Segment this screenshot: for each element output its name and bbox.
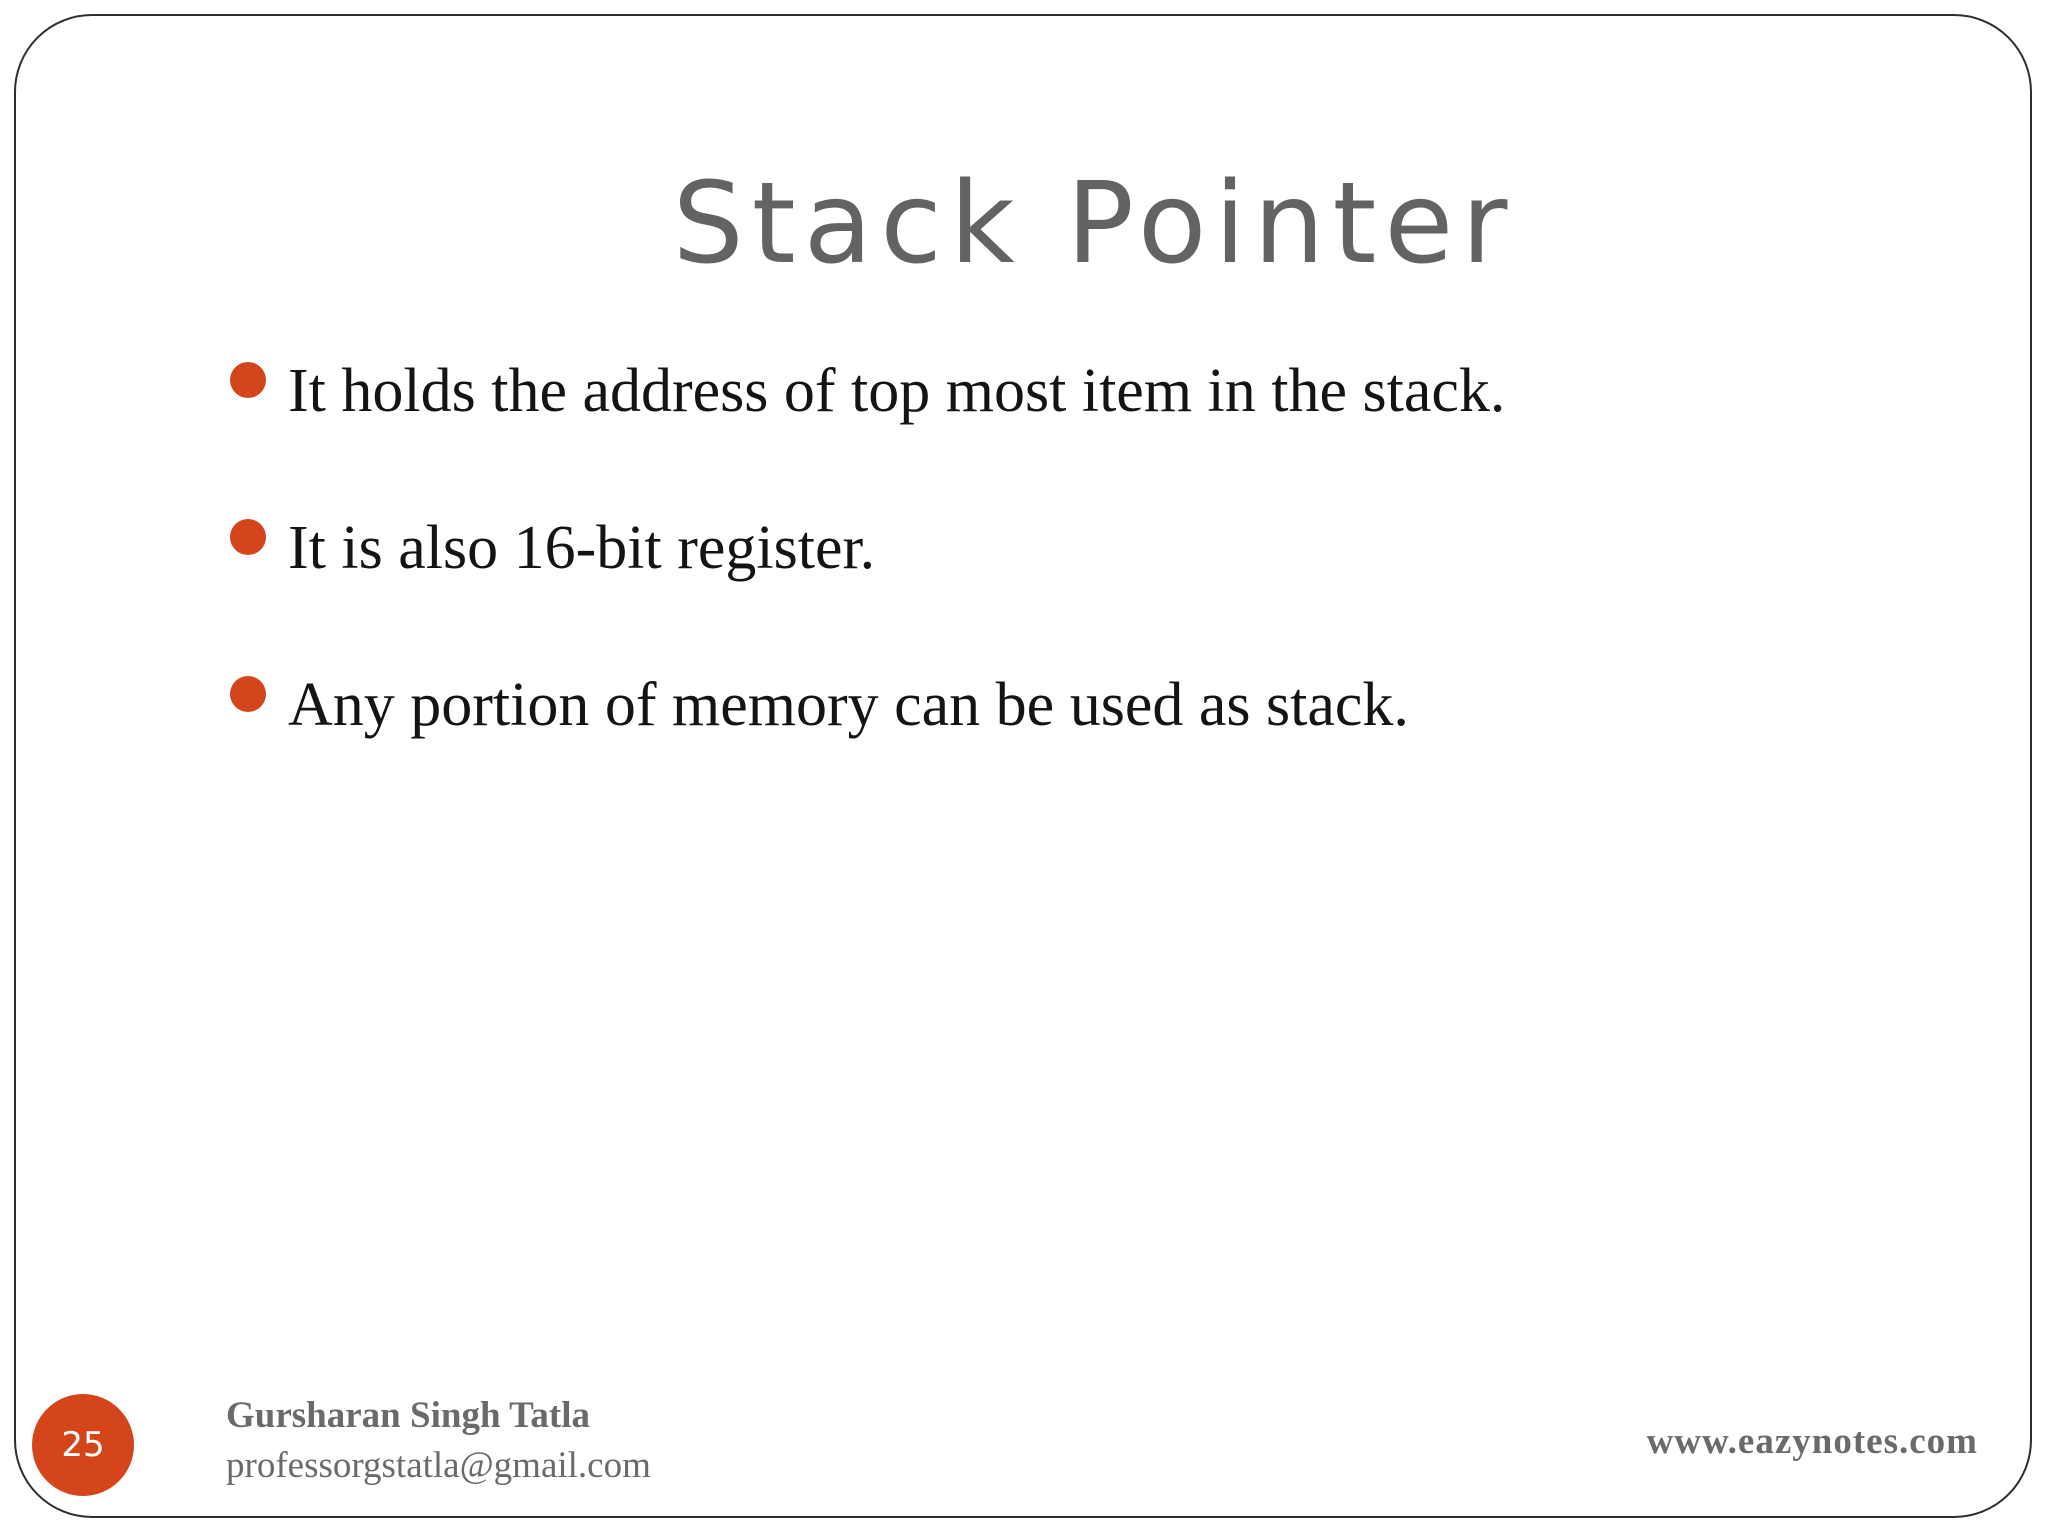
bullet-text: It is also 16-bit register. [288,514,876,582]
bullet-text: It holds the address of top most item in the stack. [288,357,1506,425]
bullet-item [230,356,1505,513]
author-email: professorgstatla@gmail.com [226,1445,651,1486]
bullet-text: Any portion of memory can be used as stack. [288,671,1409,739]
author-name: Gursharan Singh Tatla [226,1395,590,1436]
website-link[interactable]: www.eazynotes.com [1646,1421,1978,1462]
bullet-item [230,670,1505,827]
slide-title: Stack Pointer [672,159,1516,289]
bullet-dot-icon [230,519,266,555]
page-number-badge: 25 [32,1394,134,1496]
bullet-item [230,513,1505,670]
bullet-list [230,356,1505,827]
bullet-dot-icon [230,362,266,398]
bullet-dot-icon [230,676,266,712]
